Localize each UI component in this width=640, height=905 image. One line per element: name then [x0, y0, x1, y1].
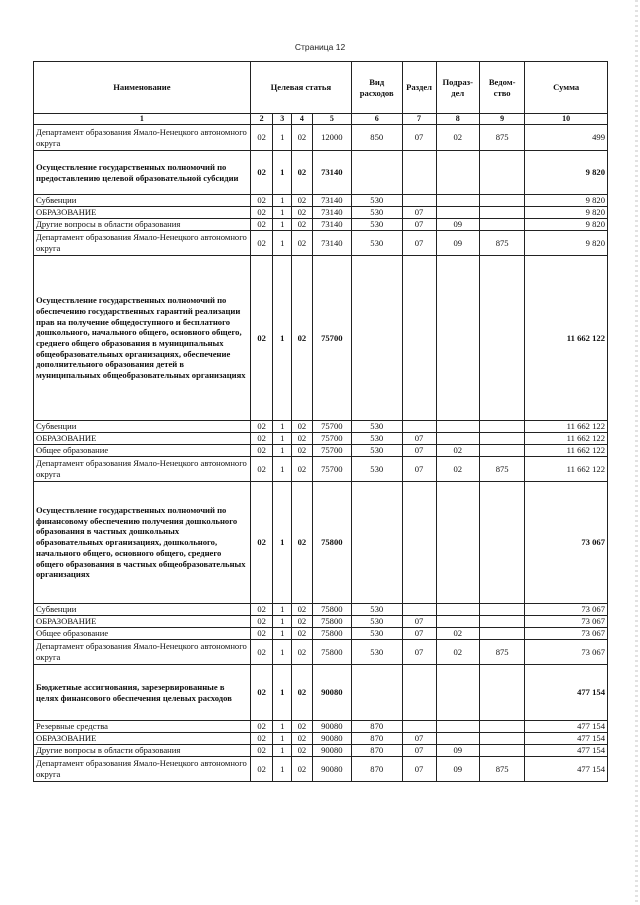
- table-header-row: [34, 62, 608, 114]
- code-part-1: 02: [250, 231, 273, 256]
- code-part-2: 1: [273, 616, 292, 628]
- table-row: [34, 195, 608, 207]
- amount: 477 154: [525, 745, 608, 757]
- section: 07: [402, 745, 436, 757]
- code-part-3: 02: [292, 616, 313, 628]
- code-part-3: 02: [292, 219, 313, 231]
- expense-type: 530: [351, 433, 402, 445]
- section: [402, 195, 436, 207]
- expense-type: 530: [351, 457, 402, 482]
- column-number: 1: [34, 114, 251, 125]
- row-name: Осуществление государственных полномочий по обеспечению государственных гарантий реализации прав на получение общедоступного и бесплатного дошкольного, начального общего, основного общего, среднего общего образования в муниципальных общеобразовательных организациях, обеспечение дополнительного образования детей в муниципальных общеобразовательных организациях: [34, 256, 251, 421]
- subsection: 09: [436, 745, 479, 757]
- amount: 477 154: [525, 757, 608, 782]
- code-part-4: 75800: [312, 604, 351, 616]
- code-part-3: 02: [292, 256, 313, 421]
- expense-type: 530: [351, 421, 402, 433]
- code-part-3: 02: [292, 757, 313, 782]
- amount: 499: [525, 125, 608, 151]
- code-part-1: 02: [250, 616, 273, 628]
- code-part-1: 02: [250, 733, 273, 745]
- row-name: Общее образование: [34, 628, 251, 640]
- code-part-3: 02: [292, 604, 313, 616]
- expense-type: 530: [351, 604, 402, 616]
- row-name: ОБРАЗОВАНИЕ: [34, 616, 251, 628]
- row-name: Субвенции: [34, 604, 251, 616]
- code-part-1: 02: [250, 640, 273, 665]
- column-number: 10: [525, 114, 608, 125]
- code-part-2: 1: [273, 745, 292, 757]
- code-part-2: 1: [273, 628, 292, 640]
- department-code: [479, 151, 524, 195]
- code-part-2: 1: [273, 231, 292, 256]
- row-name: Департамент образования Ямало-Ненецкого автономного округа: [34, 640, 251, 665]
- code-part-4: 75700: [312, 457, 351, 482]
- subsection: 09: [436, 231, 479, 256]
- expense-type: [351, 665, 402, 721]
- code-part-1: 02: [250, 665, 273, 721]
- row-name: ОБРАЗОВАНИЕ: [34, 433, 251, 445]
- expense-type: 850: [351, 125, 402, 151]
- subsection: [436, 256, 479, 421]
- expense-type: [351, 151, 402, 195]
- column-number: 6: [351, 114, 402, 125]
- department-code: [479, 665, 524, 721]
- table-row: [34, 616, 608, 628]
- code-part-2: 1: [273, 482, 292, 604]
- column-number: 9: [479, 114, 524, 125]
- row-name: Департамент образования Ямало-Ненецкого автономного округа: [34, 457, 251, 482]
- row-name: ОБРАЗОВАНИЕ: [34, 733, 251, 745]
- amount: 477 154: [525, 733, 608, 745]
- section: [402, 482, 436, 604]
- column-number: 8: [436, 114, 479, 125]
- department-code: [479, 219, 524, 231]
- code-part-4: 75800: [312, 640, 351, 665]
- expense-type: [351, 256, 402, 421]
- table-row: [34, 219, 608, 231]
- code-part-4: 90080: [312, 733, 351, 745]
- amount: 73 067: [525, 616, 608, 628]
- amount: 11 662 122: [525, 433, 608, 445]
- subsection: [436, 421, 479, 433]
- department-code: [479, 628, 524, 640]
- code-part-3: 02: [292, 195, 313, 207]
- code-part-4: 90080: [312, 745, 351, 757]
- department-code: 875: [479, 757, 524, 782]
- subsection: [436, 616, 479, 628]
- subsection: 02: [436, 125, 479, 151]
- code-part-4: 75700: [312, 256, 351, 421]
- department-code: 875: [479, 640, 524, 665]
- expense-type: 870: [351, 757, 402, 782]
- amount: 9 820: [525, 151, 608, 195]
- code-part-1: 02: [250, 207, 273, 219]
- row-name: Общее образование: [34, 445, 251, 457]
- section: 07: [402, 125, 436, 151]
- department-code: 875: [479, 457, 524, 482]
- code-part-3: 02: [292, 125, 313, 151]
- amount: 9 820: [525, 207, 608, 219]
- code-part-1: 02: [250, 219, 273, 231]
- amount: 9 820: [525, 195, 608, 207]
- header-vedomstvo: Ведом-ство: [479, 62, 524, 114]
- code-part-2: 1: [273, 733, 292, 745]
- department-code: [479, 721, 524, 733]
- expense-type: 870: [351, 733, 402, 745]
- code-part-4: 75800: [312, 628, 351, 640]
- code-part-4: 73140: [312, 231, 351, 256]
- code-part-1: 02: [250, 604, 273, 616]
- section: [402, 665, 436, 721]
- row-name: Субвенции: [34, 195, 251, 207]
- table-row: [34, 757, 608, 782]
- expense-type: 870: [351, 721, 402, 733]
- table-row: [34, 256, 608, 421]
- table-row: [34, 125, 608, 151]
- subsection: 02: [436, 640, 479, 665]
- code-part-3: 02: [292, 733, 313, 745]
- subsection: [436, 604, 479, 616]
- row-name: Другие вопросы в области образования: [34, 745, 251, 757]
- code-part-1: 02: [250, 151, 273, 195]
- column-number: 2: [250, 114, 273, 125]
- code-part-1: 02: [250, 628, 273, 640]
- department-code: [479, 445, 524, 457]
- table-row: [34, 733, 608, 745]
- section: 07: [402, 628, 436, 640]
- code-part-2: 1: [273, 151, 292, 195]
- code-part-1: 02: [250, 457, 273, 482]
- department-code: [479, 733, 524, 745]
- amount: 11 662 122: [525, 421, 608, 433]
- section: 07: [402, 733, 436, 745]
- section: [402, 721, 436, 733]
- subsection: 02: [436, 445, 479, 457]
- expense-type: 530: [351, 231, 402, 256]
- header-summa: Сумма: [525, 62, 608, 114]
- expense-type: 530: [351, 195, 402, 207]
- code-part-3: 02: [292, 433, 313, 445]
- table-row: [34, 207, 608, 219]
- header-target: Целевая статья: [250, 62, 351, 114]
- row-name: Субвенции: [34, 421, 251, 433]
- section: 07: [402, 616, 436, 628]
- code-part-2: 1: [273, 665, 292, 721]
- code-part-2: 1: [273, 256, 292, 421]
- page-label: Страница 12: [294, 42, 346, 52]
- subsection: [436, 433, 479, 445]
- subsection: [436, 733, 479, 745]
- code-part-4: 75700: [312, 421, 351, 433]
- amount: 73 067: [525, 628, 608, 640]
- code-part-1: 02: [250, 745, 273, 757]
- code-part-1: 02: [250, 125, 273, 151]
- section: 07: [402, 640, 436, 665]
- amount: 73 067: [525, 604, 608, 616]
- department-code: [479, 195, 524, 207]
- code-part-4: 73140: [312, 207, 351, 219]
- subsection: [436, 665, 479, 721]
- code-part-1: 02: [250, 256, 273, 421]
- code-part-3: 02: [292, 457, 313, 482]
- code-part-2: 1: [273, 207, 292, 219]
- code-part-2: 1: [273, 433, 292, 445]
- department-code: [479, 421, 524, 433]
- header-name: Наименование: [34, 62, 251, 114]
- expense-type: 530: [351, 207, 402, 219]
- column-number: 7: [402, 114, 436, 125]
- department-code: 875: [479, 125, 524, 151]
- expense-type: 530: [351, 445, 402, 457]
- row-name: Департамент образования Ямало-Ненецкого автономного округа: [34, 757, 251, 782]
- code-part-1: 02: [250, 433, 273, 445]
- department-code: [479, 745, 524, 757]
- code-part-3: 02: [292, 151, 313, 195]
- code-part-2: 1: [273, 457, 292, 482]
- code-part-3: 02: [292, 628, 313, 640]
- code-part-2: 1: [273, 219, 292, 231]
- table-row: [34, 745, 608, 757]
- amount: 11 662 122: [525, 256, 608, 421]
- table-row: [34, 640, 608, 665]
- amount: 9 820: [525, 219, 608, 231]
- code-part-2: 1: [273, 604, 292, 616]
- code-part-3: 02: [292, 421, 313, 433]
- subsection: 09: [436, 757, 479, 782]
- code-part-1: 02: [250, 721, 273, 733]
- section: [402, 151, 436, 195]
- subsection: 09: [436, 219, 479, 231]
- table-row: [34, 433, 608, 445]
- column-number: 4: [292, 114, 313, 125]
- code-part-4: 75800: [312, 482, 351, 604]
- amount: 73 067: [525, 482, 608, 604]
- expense-type: [351, 482, 402, 604]
- section: 07: [402, 457, 436, 482]
- subsection: [436, 207, 479, 219]
- code-part-1: 02: [250, 195, 273, 207]
- code-part-4: 75800: [312, 616, 351, 628]
- section: 07: [402, 445, 436, 457]
- code-part-4: 75700: [312, 445, 351, 457]
- code-part-1: 02: [250, 421, 273, 433]
- code-part-4: 73140: [312, 219, 351, 231]
- code-part-3: 02: [292, 482, 313, 604]
- code-part-1: 02: [250, 482, 273, 604]
- row-name: Осуществление государственных полномочий по предоставлению целевой образовательной субсидии: [34, 151, 251, 195]
- row-name: Другие вопросы в области образования: [34, 219, 251, 231]
- code-part-4: 12000: [312, 125, 351, 151]
- section: 07: [402, 231, 436, 256]
- code-part-1: 02: [250, 757, 273, 782]
- department-code: [479, 616, 524, 628]
- section: 07: [402, 207, 436, 219]
- expense-type: 530: [351, 219, 402, 231]
- section: [402, 256, 436, 421]
- amount: 477 154: [525, 721, 608, 733]
- code-part-3: 02: [292, 231, 313, 256]
- table-row: [34, 482, 608, 604]
- code-part-3: 02: [292, 445, 313, 457]
- code-part-2: 1: [273, 640, 292, 665]
- subsection: 02: [436, 628, 479, 640]
- expense-type: 530: [351, 628, 402, 640]
- code-part-4: 90080: [312, 757, 351, 782]
- code-part-4: 73140: [312, 151, 351, 195]
- code-part-3: 02: [292, 640, 313, 665]
- table-row: [34, 457, 608, 482]
- department-code: 875: [479, 231, 524, 256]
- row-name: Департамент образования Ямало-Ненецкого автономного округа: [34, 231, 251, 256]
- header-podrazdel: Подраз-дел: [436, 62, 479, 114]
- expense-type: 870: [351, 745, 402, 757]
- section: 07: [402, 219, 436, 231]
- code-part-2: 1: [273, 421, 292, 433]
- department-code: [479, 207, 524, 219]
- column-number: 5: [312, 114, 351, 125]
- amount: 11 662 122: [525, 445, 608, 457]
- header-vid: Вид расходов: [351, 62, 402, 114]
- amount: 11 662 122: [525, 457, 608, 482]
- amount: 477 154: [525, 665, 608, 721]
- table-row: [34, 445, 608, 457]
- section: 07: [402, 757, 436, 782]
- department-code: [479, 256, 524, 421]
- scan-edge-artifact: [635, 0, 638, 905]
- amount: 9 820: [525, 231, 608, 256]
- code-part-4: 73140: [312, 195, 351, 207]
- subsection: [436, 721, 479, 733]
- section: [402, 604, 436, 616]
- code-part-3: 02: [292, 207, 313, 219]
- row-name: Департамент образования Ямало-Ненецкого автономного округа: [34, 125, 251, 151]
- column-number-row: [34, 114, 608, 125]
- expense-type: 530: [351, 616, 402, 628]
- code-part-2: 1: [273, 125, 292, 151]
- department-code: [479, 433, 524, 445]
- header-razdel: Раздел: [402, 62, 436, 114]
- code-part-3: 02: [292, 721, 313, 733]
- row-name: ОБРАЗОВАНИЕ: [34, 207, 251, 219]
- code-part-1: 02: [250, 445, 273, 457]
- row-name: Осуществление государственных полномочий по финансовому обеспечению получения дошкольного образования в частных дошкольных образовательных организациях, дошкольного, начального общего, основного общего, среднего общего образования в частных общеобразовательных организациях: [34, 482, 251, 604]
- table-row: [34, 628, 608, 640]
- row-name: Бюджетные ассигнования, зарезервированные в целях финансового обеспечения целевых расходов: [34, 665, 251, 721]
- subsection: [436, 482, 479, 604]
- table-row: [34, 151, 608, 195]
- code-part-4: 75700: [312, 433, 351, 445]
- code-part-3: 02: [292, 745, 313, 757]
- table-row: [34, 231, 608, 256]
- code-part-4: 90080: [312, 721, 351, 733]
- budget-table: [33, 61, 608, 782]
- column-number: 3: [273, 114, 292, 125]
- row-name: Резервные средства: [34, 721, 251, 733]
- code-part-3: 02: [292, 665, 313, 721]
- table-row: [34, 604, 608, 616]
- expense-type: 530: [351, 640, 402, 665]
- table-row: [34, 665, 608, 721]
- code-part-4: 90080: [312, 665, 351, 721]
- code-part-2: 1: [273, 445, 292, 457]
- department-code: [479, 482, 524, 604]
- amount: 73 067: [525, 640, 608, 665]
- section: 07: [402, 433, 436, 445]
- department-code: [479, 604, 524, 616]
- code-part-2: 1: [273, 195, 292, 207]
- subsection: [436, 151, 479, 195]
- table-row: [34, 421, 608, 433]
- section: [402, 421, 436, 433]
- subsection: 02: [436, 457, 479, 482]
- code-part-2: 1: [273, 757, 292, 782]
- table-row: [34, 721, 608, 733]
- code-part-2: 1: [273, 721, 292, 733]
- subsection: [436, 195, 479, 207]
